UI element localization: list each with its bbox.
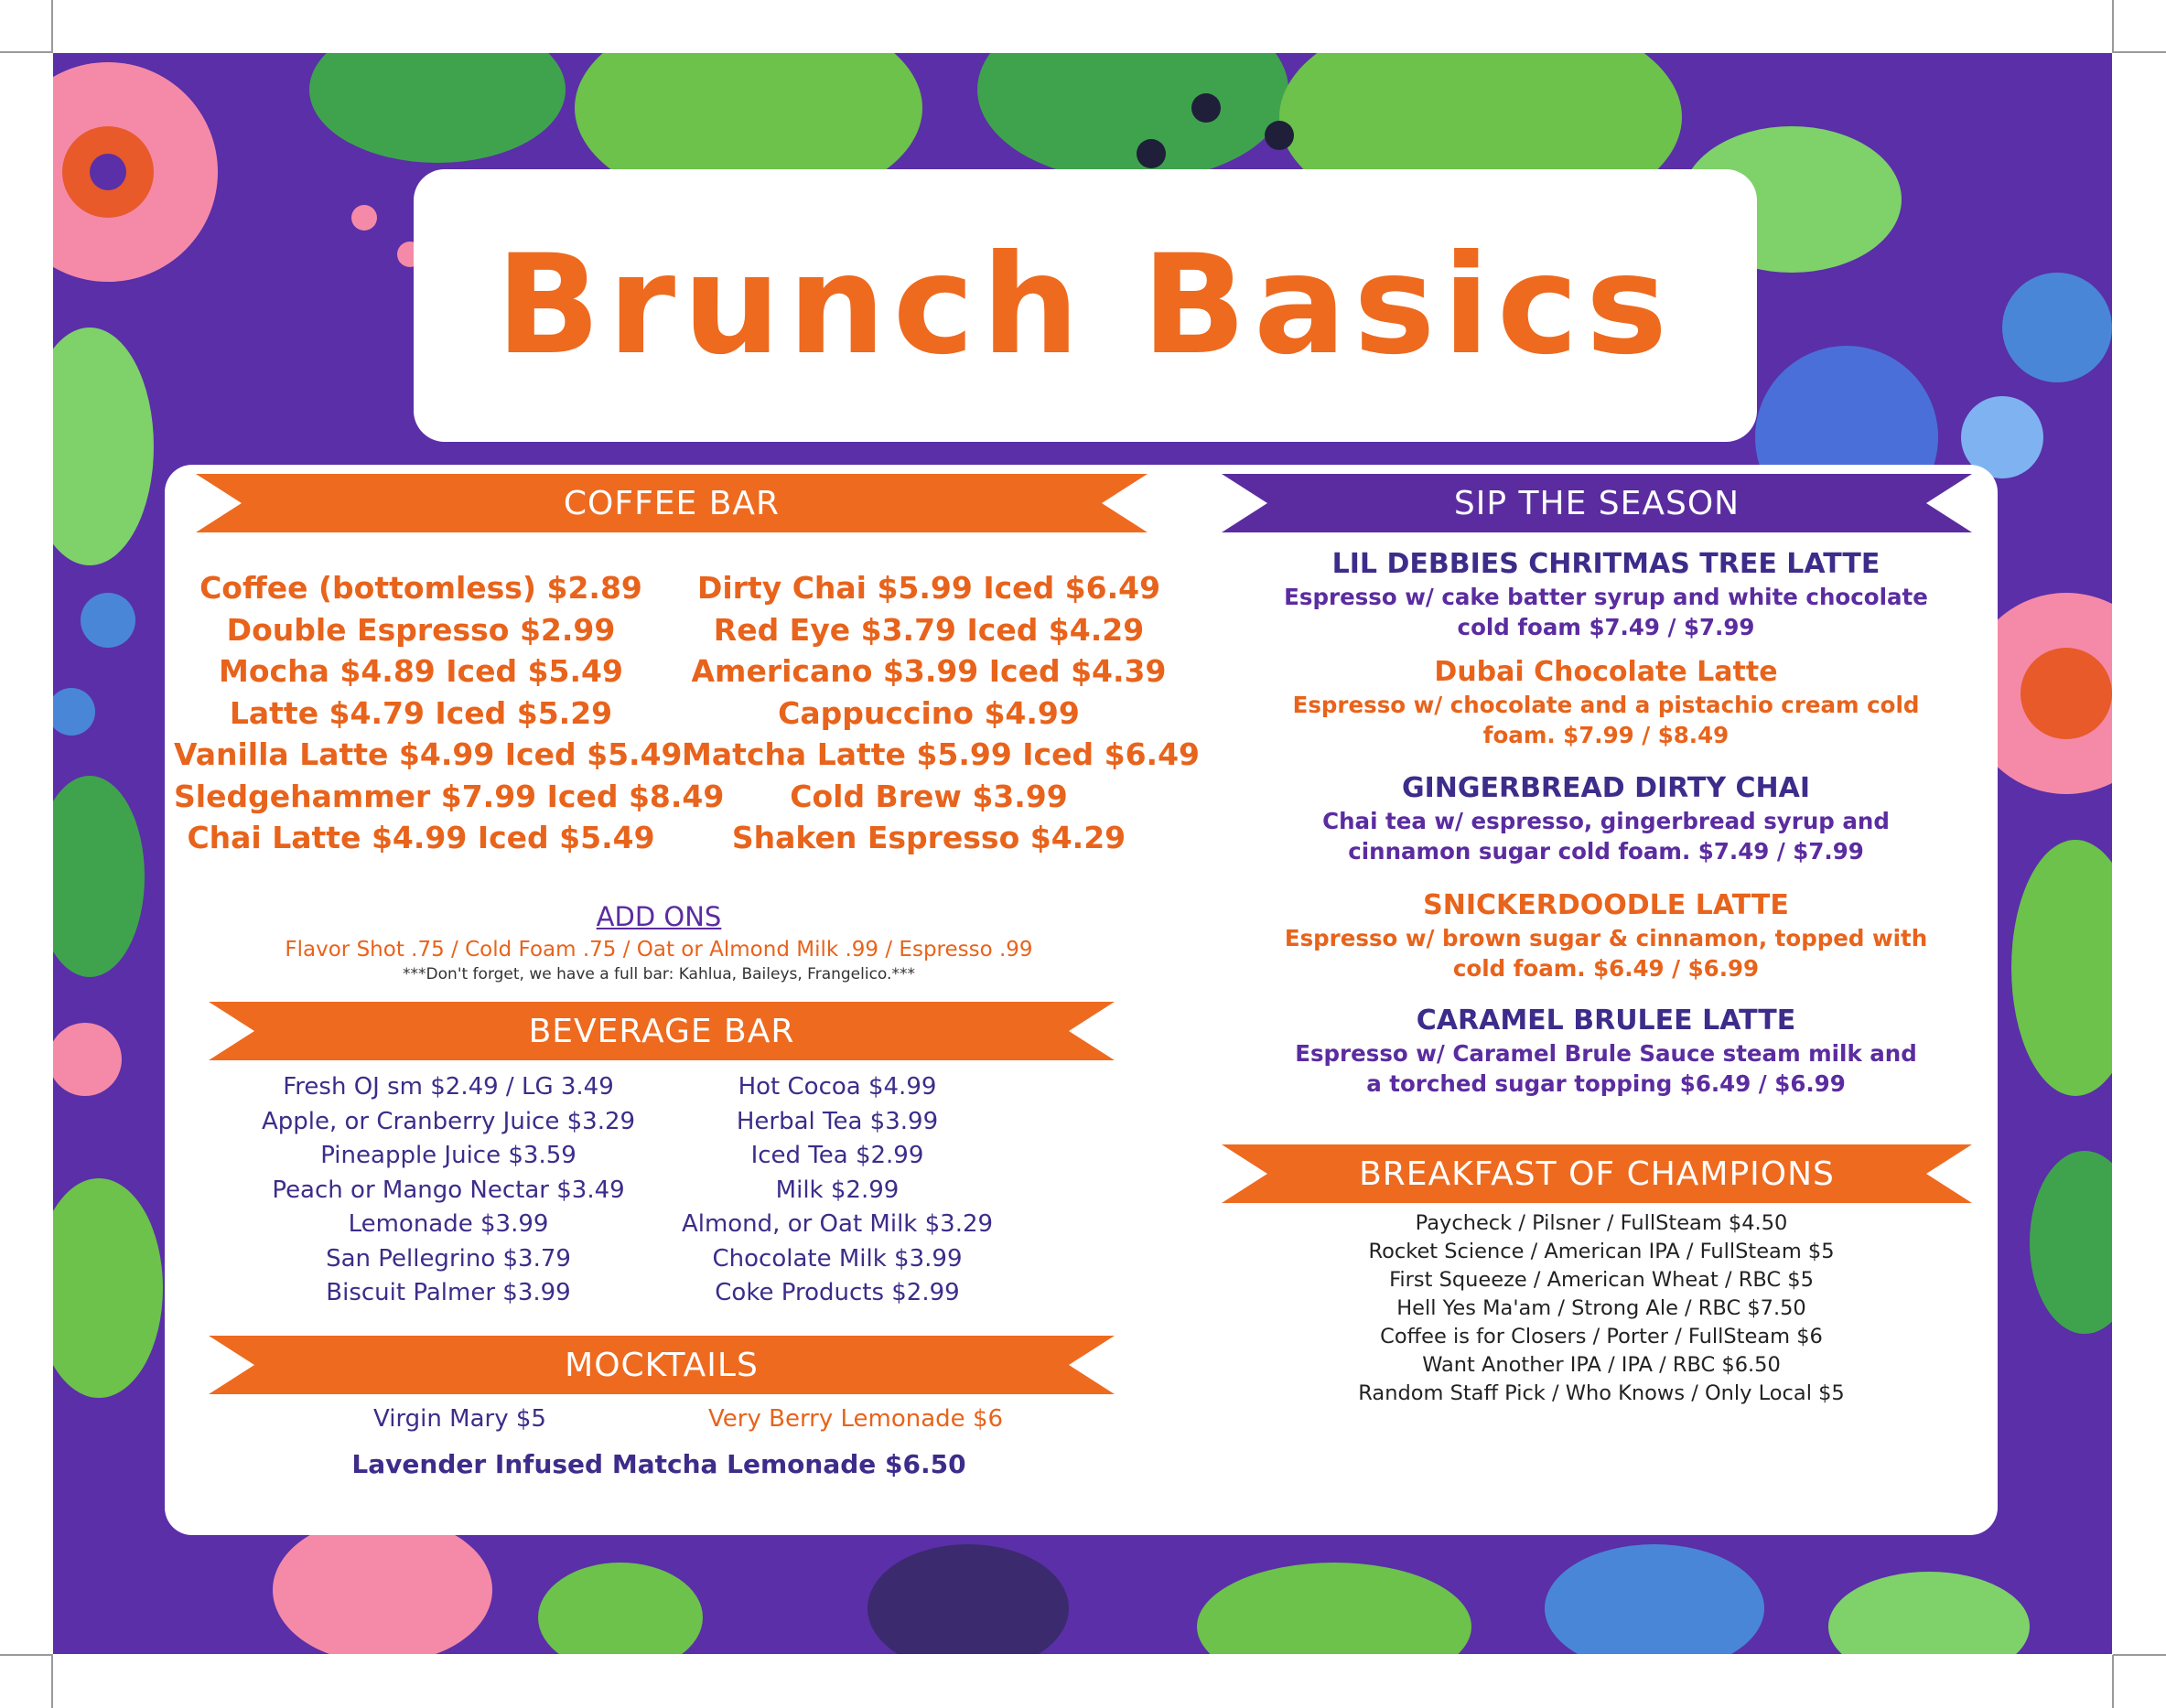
list-item: Biscuit Palmer $3.99 [326, 1279, 571, 1306]
crop-mark [2112, 1655, 2114, 1708]
list-item: Pineapple Juice $3.59 [320, 1142, 577, 1169]
add-ons-note: ***Don't forget, we have a full bar: Kahlua, Baileys, Frangelico.*** [403, 965, 915, 983]
list-item: Almond, or Oat Milk $3.29 [681, 1210, 994, 1238]
list-item: Hot Cocoa $4.99 [738, 1073, 937, 1101]
season-item [1249, 888, 1963, 983]
list-item: Red Eye $3.79 Iced $4.29 [713, 611, 1145, 648]
season-item-name: LIL DEBBIES CHRITMAS TREE LATTE [1331, 548, 1880, 580]
mocktail-item: Virgin Mary $5 [373, 1405, 546, 1433]
beverage-bar-heading: BEVERAGE BAR [528, 1012, 795, 1050]
coffee-bar-right-column [682, 567, 1200, 859]
coffee-bar-banner [196, 474, 1148, 532]
season-item-desc: Espresso w/ chocolate and a pistachio cream cold [1292, 692, 1920, 718]
list-item: Cappuccino $4.99 [778, 694, 1080, 731]
season-item-desc: foam. $7.99 / $8.49 [1482, 722, 1730, 748]
season-item-desc: cold foam $7.49 / $7.99 [1457, 614, 1755, 640]
list-item: Paycheck / Pilsner / FullSteam $4.50 [1415, 1211, 1788, 1235]
beverage-left-column [247, 1070, 650, 1311]
list-item: Herbal Tea $3.99 [736, 1107, 939, 1135]
list-item: San Pellegrino $3.79 [326, 1244, 571, 1273]
list-item: Mocha $4.89 Iced $5.49 [219, 653, 623, 689]
list-item: Coke Products $2.99 [715, 1279, 960, 1306]
crop-mark [2112, 0, 2114, 53]
list-item: Fresh OJ sm $2.49 / LG 3.49 [283, 1073, 614, 1101]
beverage-right-column [663, 1070, 1011, 1311]
list-item: Apple, or Cranberry Juice $3.29 [261, 1107, 636, 1135]
season-item [1249, 771, 1963, 866]
list-item: Latte $4.79 Iced $5.29 [229, 694, 613, 731]
season-item-desc: Espresso w/ cake batter syrup and white chocolate [1284, 584, 1928, 610]
list-item: Iced Tea $2.99 [750, 1142, 924, 1169]
list-item: Double Espresso $2.99 [226, 611, 616, 648]
season-item-desc: a torched sugar topping $6.49 / $6.99 [1366, 1070, 1846, 1097]
season-item-name: SNICKERDOODLE LATTE [1423, 889, 1789, 921]
mocktails-heading: MOCKTAILS [565, 1346, 759, 1384]
season-item-name: GINGERBREAD DIRTY CHAI [1401, 772, 1811, 804]
season-item-desc: cold foam. $6.49 / $6.99 [1452, 955, 1760, 982]
beer-list [1281, 1209, 1922, 1408]
crop-mark [2113, 51, 2166, 53]
list-item: Chai Latte $4.99 Iced $5.49 [187, 820, 655, 855]
list-item: Milk $2.99 [775, 1176, 900, 1204]
sip-the-season-heading: SIP THE SEASON [1453, 484, 1740, 522]
season-item [1249, 655, 1963, 750]
mocktail-item: Very Berry Lemonade $6 [708, 1405, 1004, 1433]
breakfast-of-champions-banner [1222, 1144, 1972, 1203]
add-ons-heading: ADD ONS [596, 901, 722, 932]
beverage-bar-banner [209, 1002, 1115, 1060]
list-item: Coffee (bottomless) $2.89 [199, 570, 642, 606]
list-item: Random Staff Pick / Who Knows / Only Local $5 [1358, 1381, 1845, 1405]
list-item: Coffee is for Closers / Porter / FullSteam $6 [1380, 1325, 1823, 1348]
add-ons-line: Flavor Shot .75 / Cold Foam .75 / Oat or Almond Milk .99 / Espresso .99 [285, 938, 1033, 961]
mocktails-banner [209, 1336, 1115, 1394]
title-card [414, 169, 1757, 442]
sip-the-season-banner [1222, 474, 1972, 532]
list-item: Chocolate Milk $3.99 [712, 1244, 963, 1273]
mocktail-featured-item: Lavender Infused Matcha Lemonade $6.50 [351, 1449, 966, 1479]
list-item: Cold Brew $3.99 [790, 778, 1068, 814]
season-item [1249, 547, 1963, 642]
list-item: Hell Yes Ma'am / Strong Ale / RBC $7.50 [1396, 1296, 1806, 1320]
list-item: Rocket Science / American IPA / FullSteam $5 [1368, 1240, 1835, 1263]
list-item: Peach or Mango Nectar $3.49 [272, 1176, 625, 1204]
breakfast-of-champions-heading: BREAKFAST OF CHAMPIONS [1359, 1155, 1835, 1193]
season-item-name: CARAMEL BRULEE LATTE [1416, 1004, 1796, 1037]
list-item: Shaken Espresso $4.29 [731, 820, 1126, 855]
coffee-bar-left-column [174, 567, 725, 859]
coffee-bar-heading: COFFEE BAR [563, 484, 781, 522]
list-item: Sledgehammer $7.99 Iced $8.49 [174, 778, 725, 814]
list-item: Dirty Chai $5.99 Iced $6.49 [696, 570, 1161, 606]
crop-mark [0, 51, 53, 53]
list-item: Matcha Latte $5.99 Iced $6.49 [682, 736, 1200, 772]
list-item: Want Another IPA / IPA / RBC $6.50 [1422, 1353, 1781, 1377]
season-item-desc: Espresso w/ Caramel Brule Sauce steam milk and [1295, 1040, 1917, 1067]
menu-title: Brunch Basics [495, 226, 1676, 385]
season-item-desc: cinnamon sugar cold foam. $7.49 / $7.99 [1348, 838, 1864, 865]
season-item-desc: Espresso w/ brown sugar & cinnamon, topped with [1284, 925, 1928, 951]
season-item-desc: Chai tea w/ espresso, gingerbread syrup and [1322, 808, 1890, 834]
season-item-name: Dubai Chocolate Latte [1434, 656, 1778, 688]
list-item: Lemonade $3.99 [348, 1210, 549, 1238]
list-item: Vanilla Latte $4.99 Iced $5.49 [174, 736, 683, 772]
crop-mark [0, 1654, 53, 1656]
list-item: Americano $3.99 Iced $4.39 [691, 653, 1167, 689]
crop-mark [51, 1655, 53, 1708]
season-item [1249, 1004, 1963, 1099]
crop-mark [2113, 1654, 2166, 1656]
crop-mark [51, 0, 53, 53]
add-ons-section [210, 901, 1107, 983]
list-item: First Squeeze / American Wheat / RBC $5 [1389, 1268, 1814, 1292]
